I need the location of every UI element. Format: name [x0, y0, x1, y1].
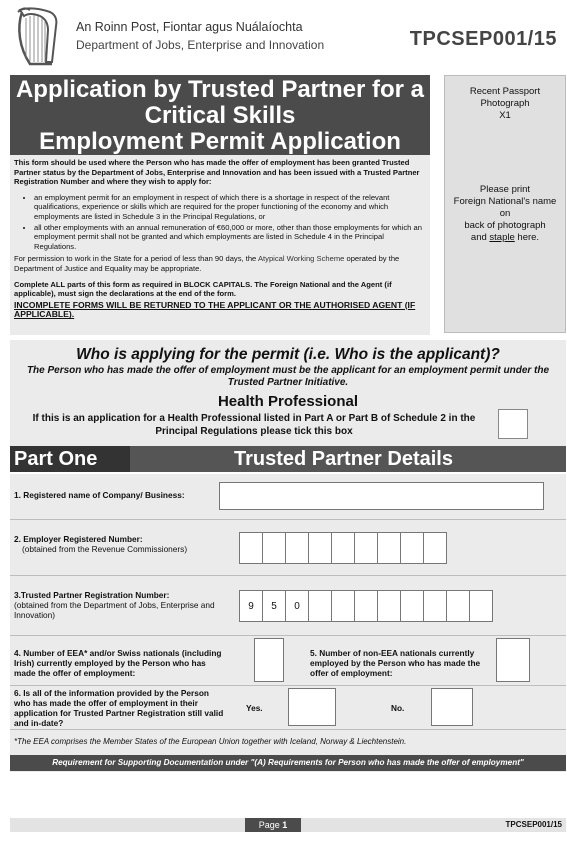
photo-text: here. — [514, 232, 540, 243]
trn-digit-cell[interactable] — [400, 590, 424, 622]
part-one-header — [10, 446, 566, 472]
atypical-scheme-link[interactable]: Atypical Working Scheme — [257, 254, 345, 264]
photo-instruction — [451, 232, 559, 244]
employee-count-row — [10, 636, 566, 686]
photo-instruction: Please print — [479, 184, 531, 195]
trn-digit-cell[interactable] — [308, 590, 332, 622]
employer-number-cell[interactable] — [239, 532, 263, 564]
harp-logo-icon — [12, 4, 62, 68]
intro-bullet-list — [34, 193, 426, 252]
part-label: Part One — [10, 446, 130, 472]
page-number: Page 1 — [245, 818, 301, 832]
no-checkbox[interactable] — [431, 688, 473, 726]
trn-digit-cell[interactable] — [377, 590, 401, 622]
page-footer — [10, 818, 566, 832]
info-valid-label: 6. Is all of the information provided by the Person who has made the offer of employment in their application for Trusted Partner Registration still valid and in-date? — [14, 688, 224, 728]
photo-count: X1 — [499, 110, 511, 121]
employer-number-cell[interactable] — [423, 532, 447, 564]
photo-instruction: on — [499, 208, 511, 219]
employer-number-row — [10, 520, 566, 576]
atypical-text-end: operated by the Department of Justice and Equality may be appropriate. — [14, 254, 400, 273]
footer-form-code: TPCSEP001/15 — [505, 820, 562, 829]
trn-row — [10, 576, 566, 636]
title-line-2: Critical Skills — [144, 102, 296, 129]
atypical-note — [14, 254, 426, 273]
trn-digit-cell[interactable]: 5 — [262, 590, 286, 622]
photo-text: and — [470, 232, 490, 243]
trn-digit-cell[interactable] — [354, 590, 378, 622]
photo-instruction: back of photograph — [464, 220, 546, 231]
passport-photo-area — [444, 75, 566, 333]
non-eea-count-input[interactable] — [496, 638, 530, 682]
eea-count-label: 4. Number of EEA* and/or Swiss nationals (including Irish) currently employed by the Person who has made the offer of employment: — [14, 648, 222, 678]
employer-number-cell[interactable] — [354, 532, 378, 564]
health-professional-checkbox[interactable] — [498, 409, 528, 439]
incomplete-forms-warning: INCOMPLETE FORMS WILL BE RETURNED TO THE APPLICANT OR THE AUTHORISED AGENT (IF APPLICABLE). — [14, 299, 416, 320]
photo-instruction: Foreign National's name — [453, 196, 557, 207]
employer-number-cells — [239, 532, 446, 564]
part-title: Trusted Partner Details — [234, 448, 453, 470]
company-name-row — [10, 474, 566, 520]
health-professional-heading: Health Professional — [217, 393, 359, 410]
trn-label: 3.Trusted Partner Registration Number: (obtained from the Department of Jobs, Enterprise and Innovation) — [14, 590, 215, 620]
intro-section — [10, 155, 430, 335]
trn-digit-cell[interactable] — [331, 590, 355, 622]
applicant-note: The Person who has made the offer of employment must be the applicant for an employment permit under the Trusted Partner Initiative. — [26, 365, 550, 388]
photo-label: Recent Passport — [469, 86, 541, 97]
photo-label: Photograph — [480, 98, 530, 109]
employer-number-cell[interactable] — [285, 532, 309, 564]
non-eea-count-label: 5. Number of non-EEA nationals currently employed by the Person who has made the offer of employment: — [310, 648, 481, 678]
title-line-3: Employment Permit Application — [39, 128, 401, 155]
employer-number-cell[interactable] — [262, 532, 286, 564]
trn-digit-cell[interactable]: 0 — [285, 590, 309, 622]
applicant-section — [10, 340, 566, 446]
employer-number-cell[interactable] — [331, 532, 355, 564]
staple-text: staple — [489, 232, 515, 243]
eea-count-input[interactable] — [254, 638, 284, 682]
intro-bullet: • all other employments with an annual remuneration of €60,000 or more, other than those employments for which an employment permit shall not be granted and which employments are listed in Schedule 4 in the Principal Regulations. — [34, 223, 426, 252]
info-valid-row — [10, 686, 566, 730]
no-label: No. — [391, 703, 405, 713]
trn-digit-cell[interactable]: 9 — [239, 590, 263, 622]
department-irish-name: An Roinn Post, Fiontar agus Nuálaíochta — [76, 20, 303, 34]
supporting-documentation-bar: Requirement for Supporting Documentation under "(A) Requirements for Person who has made the offer of employment" — [10, 755, 566, 771]
department-english-name: Department of Jobs, Enterprise and Innovation — [76, 38, 325, 52]
company-name-input[interactable] — [219, 482, 544, 510]
title-line-1: Application by Trusted Partner for a — [15, 76, 425, 103]
employer-number-label: 2. Employer Registered Number: (obtained from the Revenue Commissioners) — [14, 534, 188, 554]
form-title — [10, 75, 430, 155]
trn-digit-cell[interactable] — [446, 590, 470, 622]
yes-checkbox[interactable] — [288, 688, 336, 726]
trusted-partner-form — [10, 474, 566, 772]
company-name-label: 1. Registered name of Company/ Business: — [14, 490, 185, 500]
intro-paragraph: This form should be used where the Person who has made the offer of employment has been granted Trusted Partner status by the Department of Jobs, Enterprise and Innovation and has been issued with a Trusted Partner Registration Number and where they wish to apply for: — [14, 158, 420, 187]
atypical-text: For permission to work in the State for a period of less than 90 days, the — [14, 254, 258, 264]
yes-label: Yes. — [246, 703, 263, 713]
employer-number-cell[interactable] — [400, 532, 424, 564]
trn-cells — [239, 590, 492, 622]
intro-bullet: • an employment permit for an employment in respect of which there is a shortage in respect of the relevant qualifications, experience or skills which are required for the proper functioning of the economy and which employments are listed in Schedule 3 in the Principal Regulations, or — [34, 193, 426, 222]
trn-digit-cell[interactable] — [469, 590, 493, 622]
employer-number-cell[interactable] — [377, 532, 401, 564]
employer-number-cell[interactable] — [308, 532, 332, 564]
block-capitals-note: Complete ALL parts of this form as required in BLOCK CAPITALS. The Foreign National and the Agent (if applicable), must sign the declarations at the end of the form. — [14, 279, 392, 299]
trn-digit-cell[interactable] — [423, 590, 447, 622]
form-code: TPCSEP001/15 — [409, 28, 557, 50]
health-professional-text: If this is an application for a Health Professional listed in Part A or Part B of Schedule 2 in the Principal Regulations please tick this box — [32, 413, 476, 437]
header — [0, 0, 567, 72]
eea-footnote: *The EEA comprises the Member States of the European Union together with Iceland, Norway & Liechtenstein. — [14, 737, 407, 746]
applicant-question: Who is applying for the permit (i.e. Who is the applicant)? — [76, 346, 500, 363]
